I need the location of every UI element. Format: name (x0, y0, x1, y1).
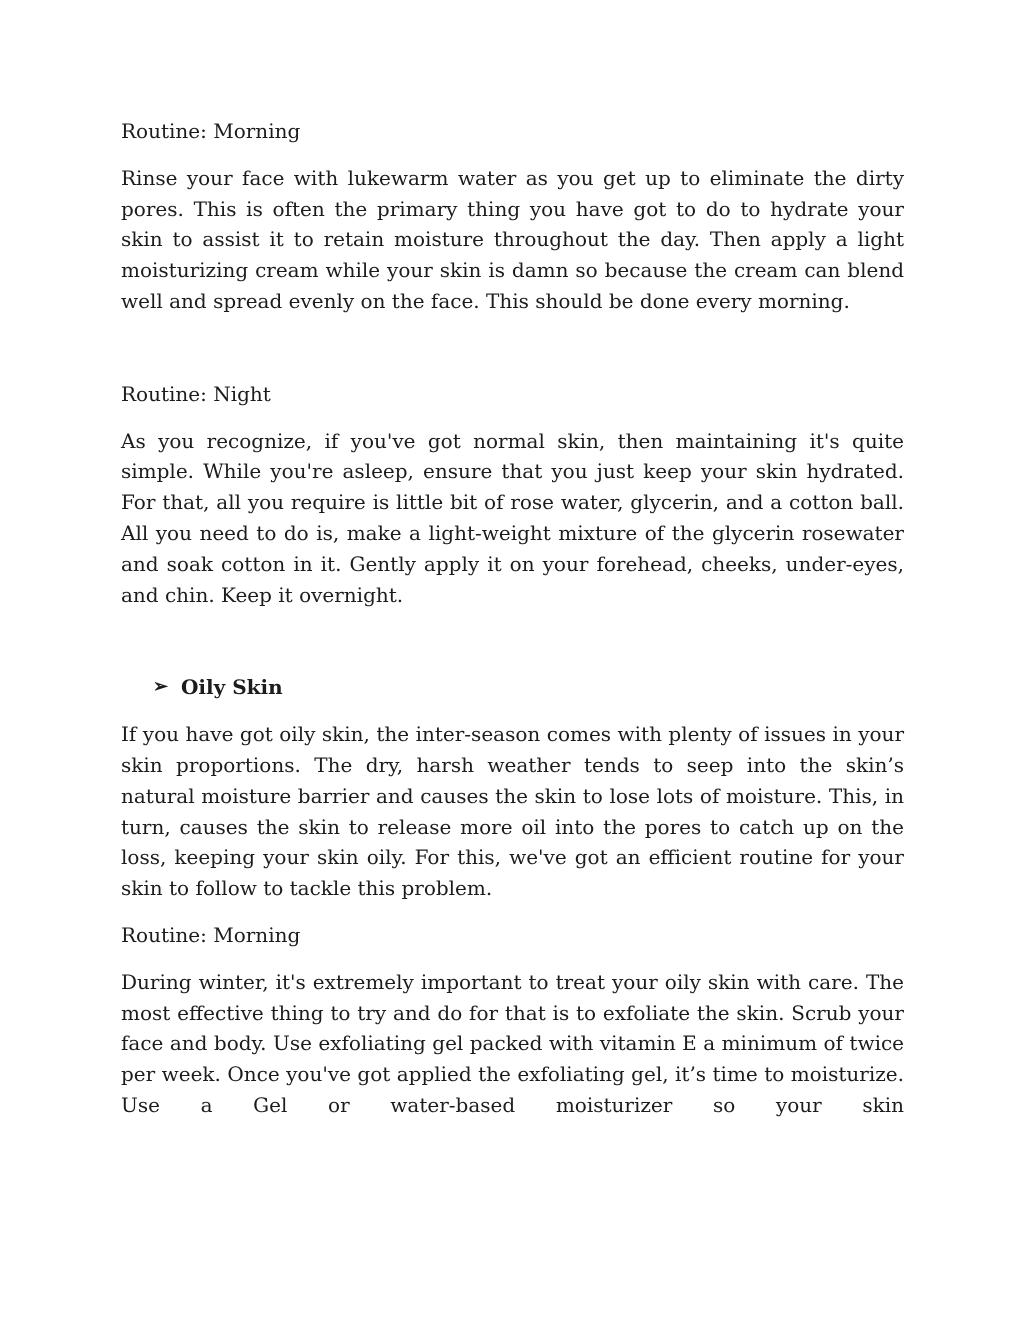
routine-heading-night: Routine: Night (121, 381, 271, 406)
spacer (121, 317, 904, 379)
document-page (121, 116, 904, 1121)
spacer (121, 904, 904, 920)
spacer (121, 610, 904, 672)
routine-heading-oily-morning: Routine: Morning (121, 922, 301, 947)
section-heading-oily-skin (121, 672, 904, 703)
routine-heading-morning: Routine: Morning (121, 119, 301, 143)
arrow-bullet-icon: ➢ (153, 676, 169, 698)
section-heading-label: Oily Skin (181, 675, 283, 700)
paragraph-normal-night: As you recognize, if you've got normal skin, then maintaining it's quite simple. While you're asleep, ensure that you just keep your skin hydrated. For that, all you require is little bit of rose water, glycerin, and a cotton ball. All you need to do is, make a light-weight mixture of the glycerin rosewater and soak cotton in it. Gently apply it on your forehead, cheeks, under-eyes, and chin. Keep it overnight. (121, 428, 904, 607)
paragraph-oily-morning: During winter, it's extremely important to treat your oily skin with care. The most effective thing to try and do for that is to exfoliate the skin. Scrub your face and body. Use exfoliating gel packed with vitamin E a minimum of twice per week. Once you've got applied the exfoliating gel, it’s time to moisturize. Use a Gel or water-based moisturizer so your skin (121, 969, 904, 1117)
paragraph-normal-morning: Rinse your face with lukewarm water as you get up to eliminate the dirty pores. This is often the primary thing you have got to do to hydrate your skin to assist it to retain moisture throughout the day. Then apply a light moisturizing cream while your skin is damn so because the cream can blend well and spread evenly on the face. This should be done every morning. (121, 165, 904, 313)
paragraph-oily-intro: If you have got oily skin, the inter-season comes with plenty of issues in your skin proportions. The dry, harsh weather tends to seep into the skin’s natural moisture barrier and causes the skin to lose lots of moisture. This, in turn, causes the skin to release more oil into the pores to catch up on the loss, keeping your skin oily. For this, we've got an efficient routine for your skin to follow to tackle this problem. (121, 722, 904, 901)
